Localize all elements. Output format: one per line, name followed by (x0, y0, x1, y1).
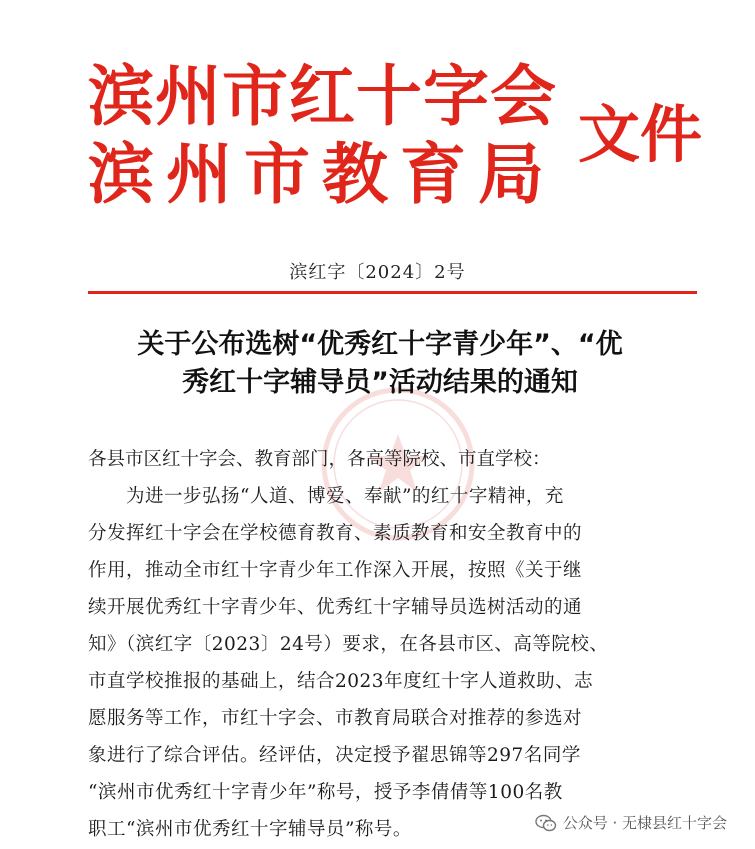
paragraph-line: 市直学校推报的基础上，结合2023年度红十字人道救助、志 (88, 671, 594, 692)
body-paragraph (88, 478, 608, 848)
paragraph-line: 象进行了综合评估。经评估，决定授予翟思锦等297名同学 (88, 745, 581, 766)
paragraph-line: 续开展优秀红十字青少年、优秀红十字辅导员选树活动的通 (88, 597, 583, 618)
notice-title-line-2: 秀红十字辅导员”活动结果的通知 (182, 367, 578, 398)
paragraph-line: “滨州市优秀红十字青少年”称号，授予李倩倩等100名教 (88, 782, 563, 803)
document-type-label: 文件 (578, 98, 703, 171)
wechat-icon (535, 814, 557, 832)
watermark-text: 公众号 · 无棣县红十字会 (562, 814, 727, 832)
wechat-account-watermark (531, 810, 731, 835)
paragraph-line: 职工“滨州市优秀红十字辅导员”称号。 (88, 819, 412, 840)
document-number: 滨红字〔2024〕2号 (289, 262, 466, 283)
paragraph-line: 作用，推动全市红十字青少年工作深入开展，按照《关于继 (88, 560, 583, 581)
org-name-education-bureau: 滨州市教育局 (88, 136, 556, 213)
paragraph-line: 知》（滨红字〔2023〕24号）要求，在各县市区、高等院校、 (88, 634, 609, 655)
paragraph-line: 愿服务等工作，市红十字会、市教育局联合对推荐的参选对 (88, 708, 583, 729)
red-divider-line (88, 291, 697, 294)
salutation: 各县市区红十字会、教育部门，各高等院校、市直学校： (88, 449, 551, 470)
paragraph-line: 为进一步弘扬“人道、博爱、奉献”的红十字精神，充 (88, 486, 564, 507)
notice-title-line-1: 关于公布选树“优秀红十字青少年”、“优 (137, 329, 623, 360)
paragraph-line: 分发挥红十字会在学校德育教育、素质教育和安全教育中的 (88, 523, 583, 544)
org-name-red-cross: 滨州市红十字会 (88, 58, 557, 135)
